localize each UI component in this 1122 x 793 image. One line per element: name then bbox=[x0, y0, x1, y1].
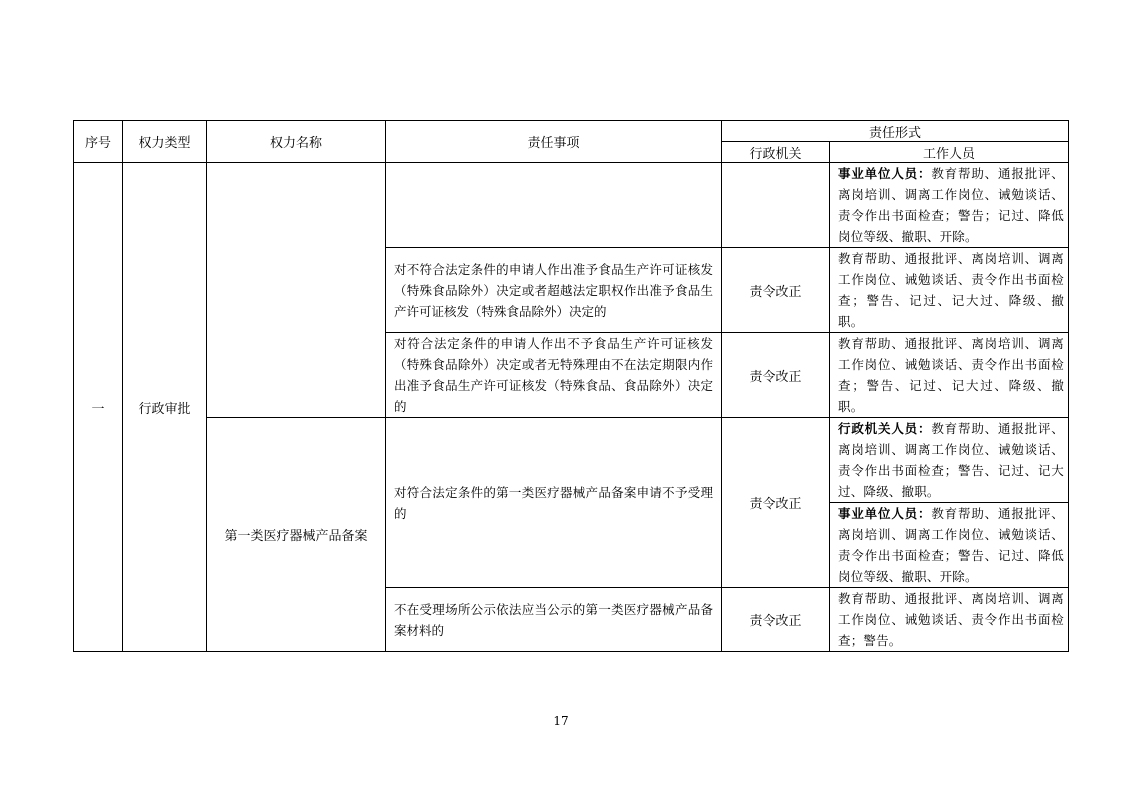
page-number: 17 bbox=[553, 714, 569, 728]
staff-cell bbox=[830, 418, 1069, 503]
agency-cell: 责令改正 bbox=[722, 418, 830, 588]
responsibility-table bbox=[73, 120, 1069, 652]
agency-cell: 责令改正 bbox=[722, 248, 830, 333]
duty-cell: 不在受理场所公示依法应当公示的第一类医疗器械产品备案材料的 bbox=[386, 588, 722, 652]
staff-text: 教育帮助、通报批评、离岗培训、调离工作岗位、诫勉谈话、责令作出书面检查；警告、记过、降低岗位等级、撤职、开除。 bbox=[838, 506, 1065, 584]
table-row bbox=[74, 418, 1069, 503]
header-power-type: 权力类型 bbox=[123, 121, 207, 163]
staff-cell: 教育帮助、通报批评、离岗培训、调离工作岗位、诫勉谈话、责令作出书面检查；警告。 bbox=[830, 588, 1069, 652]
table-row bbox=[74, 163, 1069, 248]
staff-text: 教育帮助、通报批评、离岗培训、调离工作岗位、诫勉谈话、责令作出书面检查；警告；记过、降低岗位等级、撤职、开除。 bbox=[838, 166, 1065, 244]
duty-cell-empty bbox=[386, 163, 722, 248]
staff-label: 事业单位人员： bbox=[838, 166, 932, 181]
duty-cell: 对不符合法定条件的申请人作出准予食品生产许可证核发（特殊食品除外）决定或者超越法定职权作出准予食品生产许可证核发（特殊食品除外）决定的 bbox=[386, 248, 722, 333]
header-power-name: 权力名称 bbox=[207, 121, 386, 163]
header-staff: 工作人员 bbox=[830, 142, 1069, 163]
staff-cell bbox=[830, 503, 1069, 588]
staff-cell: 教育帮助、通报批评、离岗培训、调离工作岗位、诫勉谈话、责令作出书面检查；警告、记过、记大过、降级、撤职。 bbox=[830, 333, 1069, 418]
power-name-cell: 第一类医疗器械产品备案 bbox=[207, 418, 386, 652]
seq-cell: 一 bbox=[74, 163, 123, 652]
staff-cell: 教育帮助、通报批评、离岗培训、调离工作岗位、诫勉谈话、责令作出书面检查；警告、记过、记大过、降级、撤职。 bbox=[830, 248, 1069, 333]
power-name-cell-empty bbox=[207, 163, 386, 418]
staff-cell bbox=[830, 163, 1069, 248]
power-type-cell: 行政审批 bbox=[123, 163, 207, 652]
header-agency: 行政机关 bbox=[722, 142, 830, 163]
duty-cell: 对符合法定条件的申请人作出不予食品生产许可证核发（特殊食品除外）决定或者无特殊理由不在法定期限内作出准予食品生产许可证核发（特殊食品、食品除外）决定的 bbox=[386, 333, 722, 418]
agency-cell-empty bbox=[722, 163, 830, 248]
agency-cell: 责令改正 bbox=[722, 333, 830, 418]
duty-cell: 对符合法定条件的第一类医疗器械产品备案申请不予受理的 bbox=[386, 418, 722, 588]
staff-text: 教育帮助、通报批评、离岗培训、调离工作岗位、诫勉谈话、责令作出书面检查；警告、记过、记大过、降级、撤职。 bbox=[838, 421, 1065, 499]
header-seq: 序号 bbox=[74, 121, 123, 163]
staff-label: 行政机关人员： bbox=[838, 421, 932, 436]
header-form: 责任形式 bbox=[722, 121, 1069, 142]
agency-cell: 责令改正 bbox=[722, 588, 830, 652]
staff-label: 事业单位人员： bbox=[838, 506, 932, 521]
header-duty: 责任事项 bbox=[386, 121, 722, 163]
